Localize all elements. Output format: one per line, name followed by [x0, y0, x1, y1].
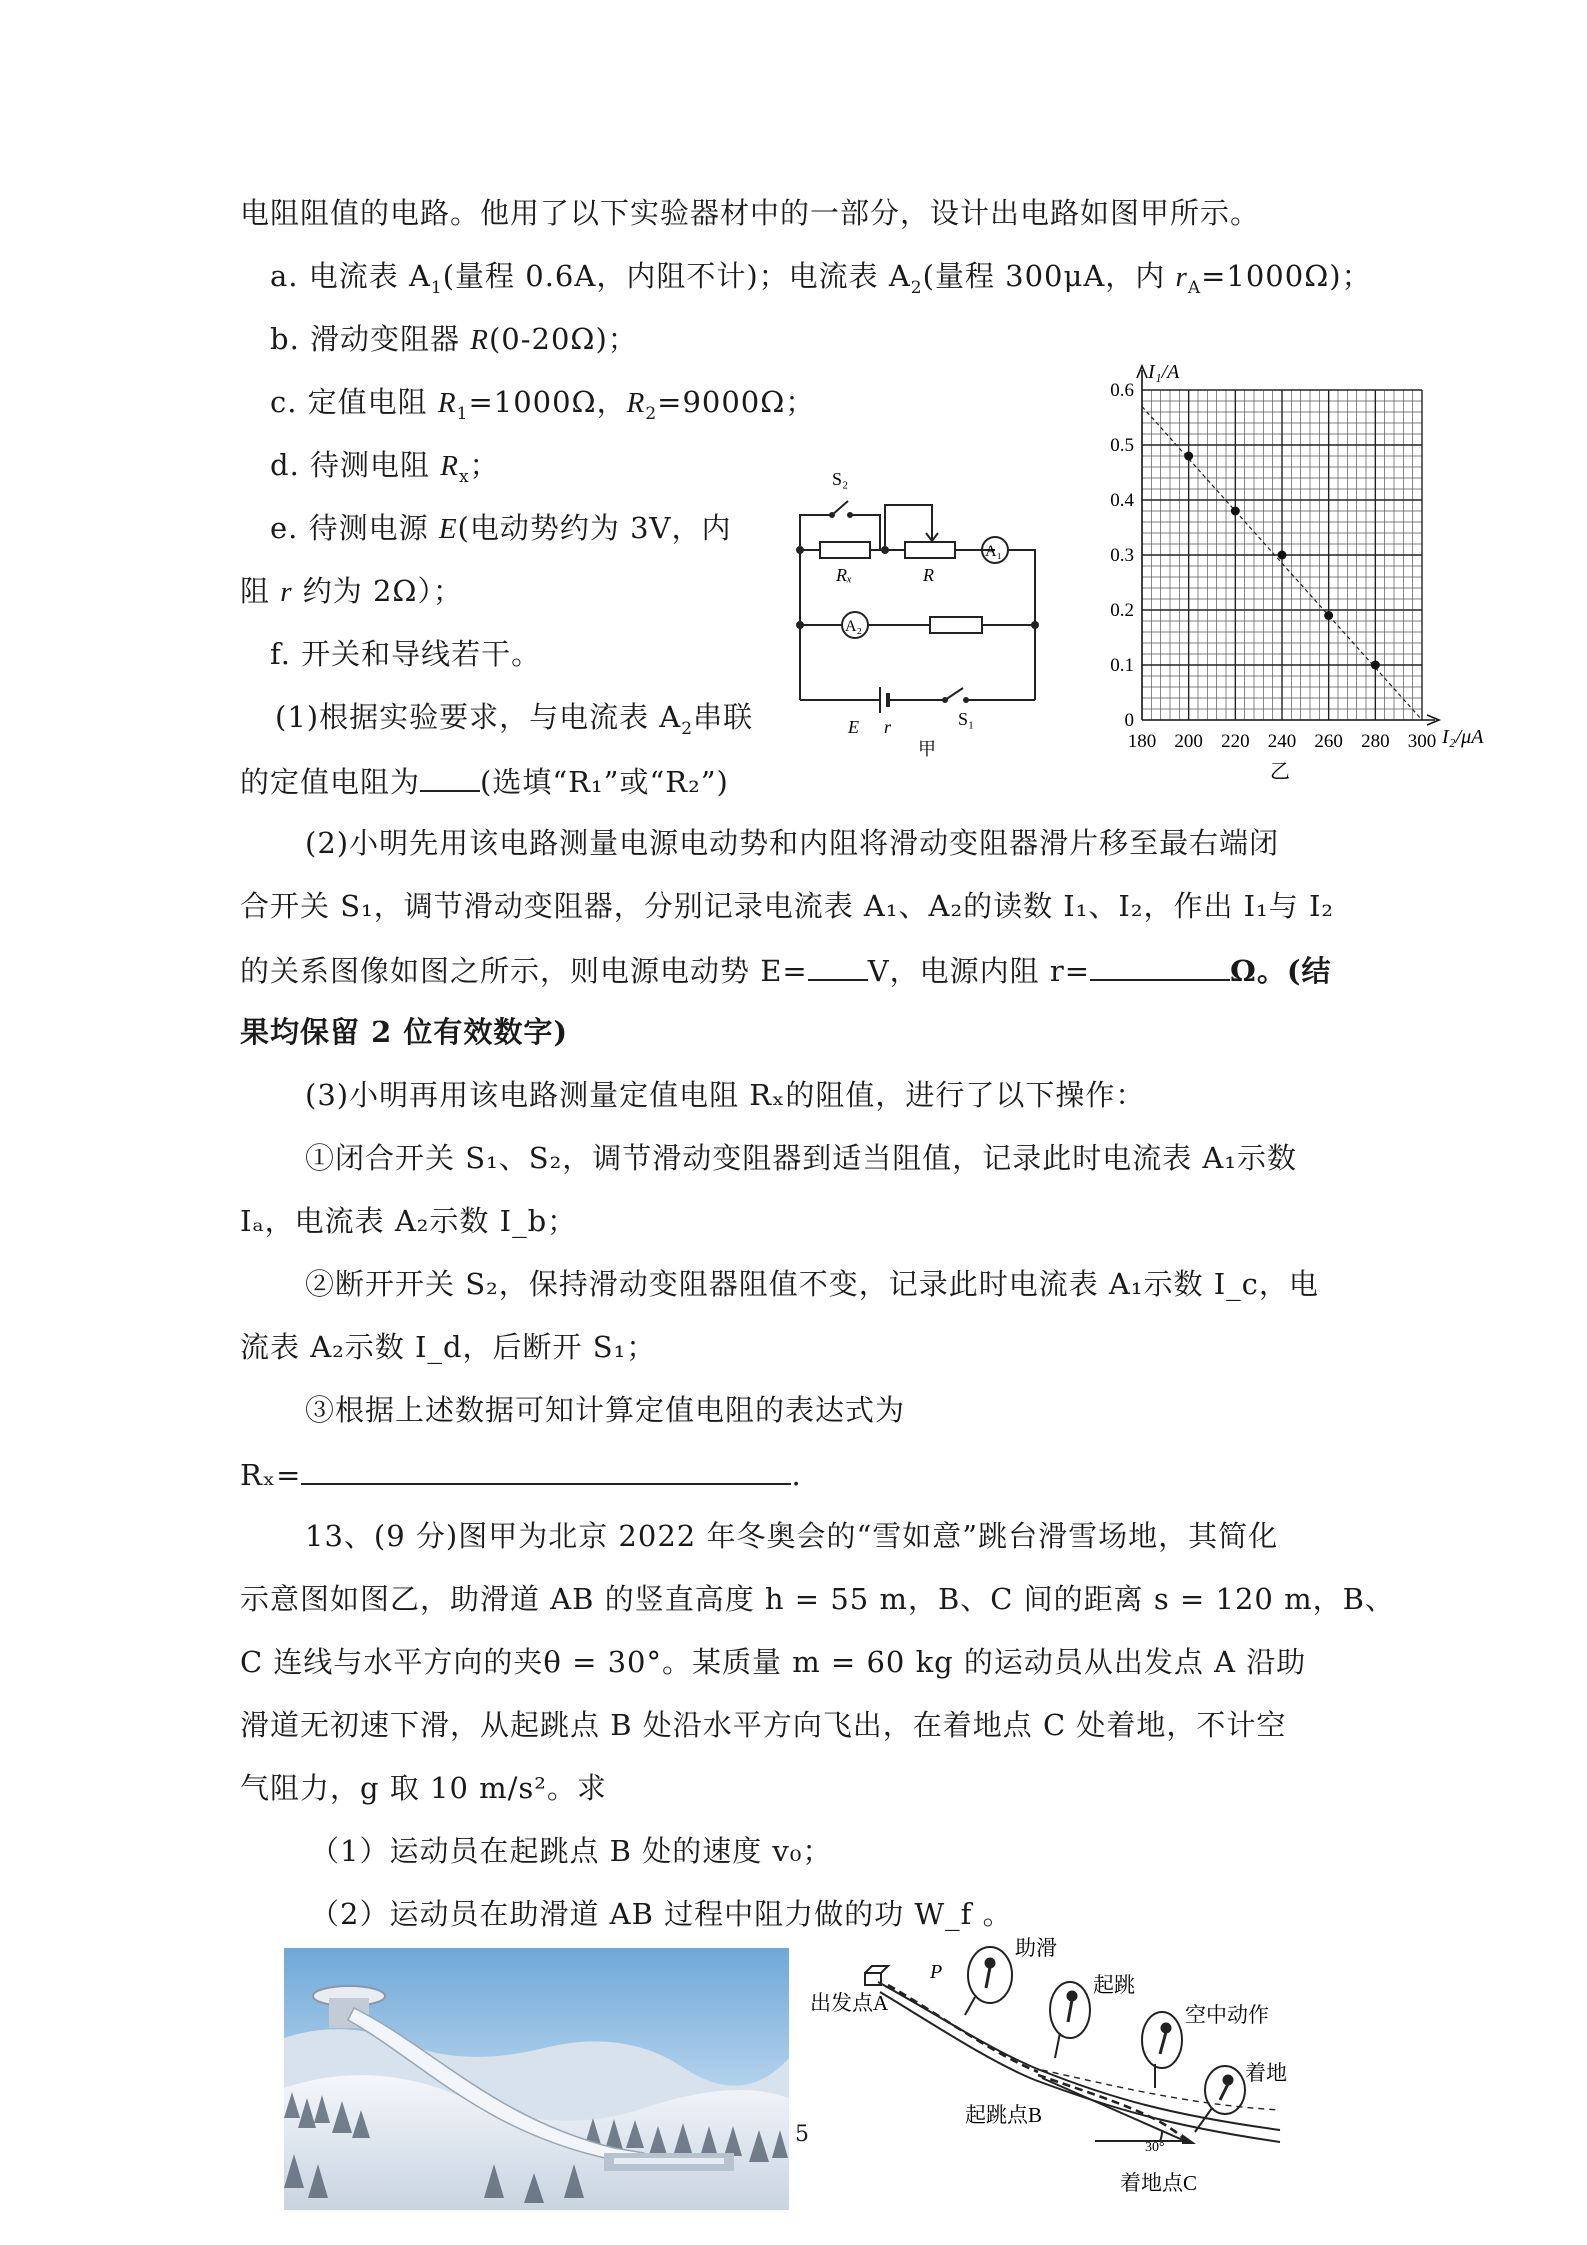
q13-sub1: （1）运动员在起跳点 B 处的速度 v₀；: [310, 1834, 833, 1868]
q1-line2: 的定值电阻为 (选填“R₁”或“R₂”): [240, 760, 729, 802]
q3-step2a: ②断开开关 S₂，保持滑动变阻器阻值不变，记录此时电流表 A₁示数 I_c，电: [305, 1267, 1319, 1301]
page-number: 5: [795, 2122, 809, 2147]
s2-label: S₂: [832, 469, 849, 489]
q2-line3: 的关系图像如图之所示，则电源电动势 E= V，电源内阻 r= Ω。(结: [240, 949, 1332, 991]
q2-line2: 合开关 S₁，调节滑动变阻器，分别记录电流表 A₁、A₂的读数 I₁、I₂，作出 I₁与 I₂: [240, 889, 1335, 923]
x-tick-label: 200: [1174, 731, 1203, 752]
a1-label: A₁: [985, 543, 1003, 560]
i1-i2-chart: [1100, 360, 1510, 790]
y-tick-label: 0.3: [1110, 545, 1134, 566]
y-tick-label: 0.1: [1110, 655, 1134, 676]
angle-label: 30°: [1145, 2140, 1165, 2155]
y-tick-label: 0: [1124, 710, 1134, 731]
q13-sub2: （2）运动员在助滑道 AB 过程中阻力做的功 W_f 。: [310, 1897, 1013, 1931]
rx-blank[interactable]: [301, 1453, 791, 1485]
q13-line3: C 连线与水平方向的夹θ = 30°。某质量 m = 60 kg 的运动员从出发点 A 沿助: [240, 1645, 1307, 1679]
data-point: [1231, 507, 1240, 516]
start-label: 出发点A: [810, 1991, 889, 2015]
q3-line1: (3)小明再用该电路测量定值电阻 Rₓ的阻值，进行了以下操作：: [305, 1078, 1146, 1112]
q13-line4: 滑道无初速下滑，从起跳点 B 处沿水平方向飞出，在着地点 C 处着地，不计空: [240, 1708, 1287, 1742]
circuit-diagram: [780, 455, 1060, 765]
data-point: [1184, 452, 1193, 461]
q3-step1b: Iₐ，电流表 A₂示数 I_b；: [240, 1204, 578, 1238]
ski-jump-diagram: [810, 1930, 1310, 2230]
equipment-e: e. 待测电源 E(电动势约为 3V，内: [270, 511, 732, 545]
land-point-label: 着地点C: [1120, 2171, 1198, 2195]
y-tick-label: 0.6: [1110, 380, 1134, 401]
q2-line1: (2)小明先用该电路测量电源电动势和内阻将滑动变阻器滑片移至最右端闭: [305, 826, 1280, 860]
a2-label: A₂: [845, 618, 863, 635]
y-tick-label: 0.4: [1110, 490, 1134, 511]
air-bubble: [1142, 2012, 1182, 2068]
land-label: 着地: [1245, 2061, 1287, 2085]
ski-jump-photo: [284, 1948, 789, 2210]
data-point: [1324, 611, 1333, 620]
x-tick-label: 300: [1407, 731, 1437, 752]
equipment-a: a. 电流表 $A_1$(量程 0.6A，内阻不计)；电流表 $A_2$(量程 300μA，内 $r_A=1000\Omega$)；: [270, 259, 1372, 298]
equipment-c: c. 定值电阻 $R_1=1000\Omega$，$R_2=9000\Omega$；: [270, 385, 816, 424]
glide-label: 助滑: [1015, 1936, 1057, 1960]
equipment-b: b. 滑动变阻器 R(0-20Ω)；: [270, 322, 638, 356]
y-tick-label: 0.5: [1110, 435, 1134, 456]
q3-step1a: ①闭合开关 S₁、S₂，调节滑动变阻器到适当阻值，记录此时电流表 A₁示数: [305, 1141, 1297, 1175]
emf-blank[interactable]: [808, 949, 868, 981]
rx-label: Rₓ: [836, 565, 853, 585]
equipment-f: f. 开关和导线若干。: [270, 637, 542, 671]
x-tick-label: 280: [1361, 731, 1390, 752]
q13-line5: 气阻力，g 取 10 m/s²。求: [240, 1771, 607, 1805]
q1-line1: (1)根据实验要求，与电流表 $A_2$串联: [275, 700, 754, 739]
takeoff-label: 起跳: [1093, 1973, 1135, 1997]
resistance-blank[interactable]: [1090, 949, 1230, 981]
q3-step2b: 流表 A₂示数 I_d，后断开 S₁；: [240, 1330, 657, 1364]
q3-rx: Rₓ= .: [240, 1453, 802, 1495]
landing-marker: [1182, 2134, 1196, 2144]
takeoff-point-label: 起跳点B: [965, 2103, 1043, 2127]
y-axis-label: I₁/A: [1148, 361, 1180, 383]
x-axis-label: I₂/μA: [1442, 726, 1484, 748]
answer-blank[interactable]: [420, 760, 480, 792]
p-label: P: [930, 1961, 943, 1983]
e-label: E: [848, 717, 859, 737]
intro-line: 电阻阻值的电路。他用了以下实验器材中的一部分，设计出电路如图甲所示。: [240, 196, 1261, 230]
equipment-e-cont: 阻 r 约为 2Ω）；: [240, 574, 463, 608]
r-label: R: [923, 565, 934, 585]
x-tick-label: 180: [1127, 731, 1157, 752]
data-point: [1371, 661, 1380, 670]
chart-caption: 乙: [1270, 761, 1290, 783]
x-tick-label: 240: [1267, 731, 1297, 752]
equipment-d: d. 待测电阻 $R_x$；: [270, 448, 500, 487]
air-label: 空中动作: [1185, 2003, 1269, 2027]
q2-line4: 果均保留 2 位有效数字): [240, 1015, 569, 1049]
data-point: [1278, 551, 1287, 560]
q13-line1: 13、(9 分)图甲为北京 2022 年冬奥会的“雪如意”跳台滑雪场地，其简化: [305, 1519, 1279, 1553]
x-tick-label: 260: [1314, 731, 1343, 752]
x-tick-label: 220: [1221, 731, 1250, 752]
q13-line2: 示意图如图乙，助滑道 AB 的竖直高度 h = 55 m，B、C 间的距离 s = 120 m，B、: [240, 1582, 1395, 1616]
s1-label: S₁: [958, 709, 975, 729]
y-tick-label: 0.2: [1110, 600, 1134, 621]
circuit-caption: 甲: [918, 739, 936, 759]
q3-step3: ③根据上述数据可知计算定值电阻的表达式为: [305, 1393, 906, 1427]
r-internal-label: r: [884, 717, 892, 737]
